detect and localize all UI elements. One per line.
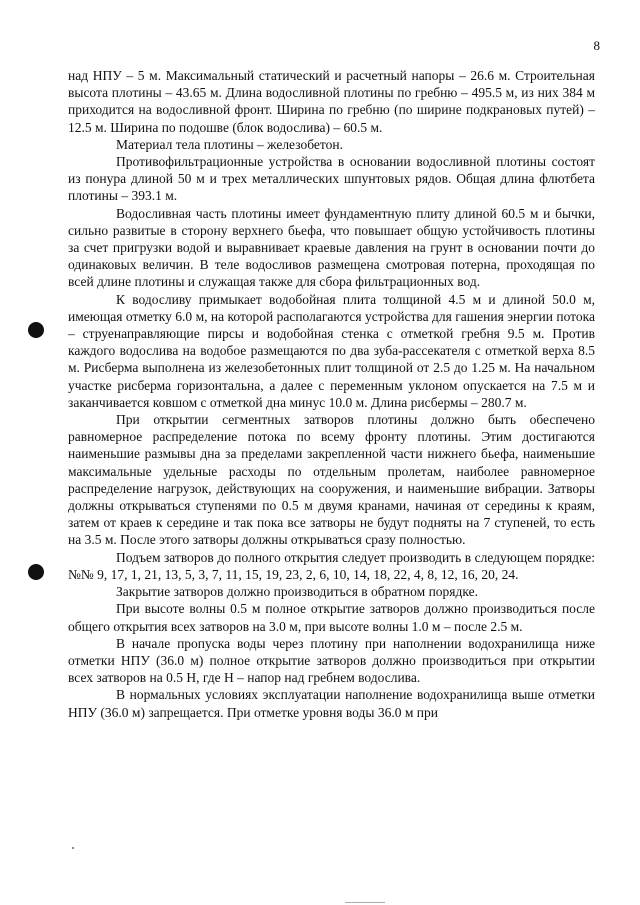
paragraph: При открытии сегментных затворов плотины должно быть обеспечено равномерное распределение потока по всему фронту плотины. Этим достигаются наименьшие размывы дна за пределами закрепленной части нижнего бьефа, наименьшие максимальные удельные расходы по отдельным пролетам, наиболее равномерное распределение нагрузок, действующих на сооружения, и наименьшие вибрации. Затворы должны открываться ступенями по 0.5 м двумя кранами, начиная от середины к краям, затем от краев к середине и так пока все затворы не будут подняты на 7 ступеней, то есть на 3.5 м. После этого затворы должны открываться сразу полностью.: [68, 412, 595, 548]
paragraph: над НПУ – 5 м. Максимальный статический и расчетный напоры – 26.6 м. Строительная высота плотины – 43.65 м. Длина водосливной плотины по гребню – 495.5 м, из них 384 м приходится на водосливной фронт. Ширина по гребню (по ширине подкрановых путей) – 12.5 м. Ширина по подошве (блок водослива) – 60.5 м.: [68, 68, 595, 135]
punch-hole: [28, 322, 44, 338]
paragraph: В нормальных условиях эксплуатации наполнение водохранилища выше отметки НПУ (36.0 м) запрещается. При отметке уровня воды 36.0 м при: [68, 687, 595, 720]
punch-hole: [28, 564, 44, 580]
paragraph: Водосливная часть плотины имеет фундаментную плиту длиной 60.5 м и бычки, сильно развитые в сторону верхнего бьефа, что повышает общую устойчивость плотины за счет пригрузки водой и выравнивает краевые давления на грунт в основании почти до одинаковых величин. В теле водосливов размещена смотровая потерна, проходящая по всей длине плотины и служащая также для сбора фильтрационных вод.: [68, 205, 595, 290]
paragraph: К водосливу примыкает водобойная плита толщиной 4.5 м и длиной 50.0 м, имеющая отметку 6.0 м, на которой располагаются устройства для гашения энергии потока – струенаправляющие пирсы и водобойная стенка с отметкой гребня 9.5 м. Против каждого водослива на водобое размещаются по два зуба-рассекателя с отметкой верха 8.5 м. Рисберма выполнена из железобетонных плит толщиной от 2.5 до 1.25 м. На начальном участке рисберма горизонтальна, а далее с переменным уклоном опускается на 7.5 м и заканчивается ковшом с отметкой дна минус 10.0 м. Длина рисбермы – 280.7 м.: [68, 291, 595, 410]
paragraph: Подъем затворов до полного открытия следует производить в следующем порядке: №№ 9, 17, 1, 21, 13, 5, 3, 7, 11, 15, 19, 23, 2, 6, 10, 14, 18, 22, 4, 8, 12, 16, 20, 24.: [68, 549, 595, 582]
paragraph: Материал тела плотины – железобетон.: [116, 136, 343, 152]
scan-speck: [72, 847, 74, 849]
paragraph: Закрытие затворов должно производиться в обратном порядке.: [116, 584, 478, 600]
page-number: 8: [593, 38, 600, 53]
paragraph: Противофильтрационные устройства в основании водосливной плотины состоят из понура длиной 50 м и трех металлических шпунтовых рядов. Общая длина флютбета плотины – 393.1 м.: [68, 154, 595, 204]
paragraph: При высоте волны 0.5 м полное открытие затворов должно производиться после общего открытия всех затворов на 3.0 м, при высоте волны 1.0 м – после 2.5 м.: [68, 601, 595, 634]
paragraph: В начале пропуска воды через плотину при наполнении водохранилища ниже отметки НПУ (36.0 м) полное открытие затворов должно производиться при открытии всех затворов на 0.5 Н, где Н – напор над гребнем водослива.: [68, 635, 595, 686]
scan-line: [345, 902, 385, 903]
document-body: [68, 67, 595, 721]
